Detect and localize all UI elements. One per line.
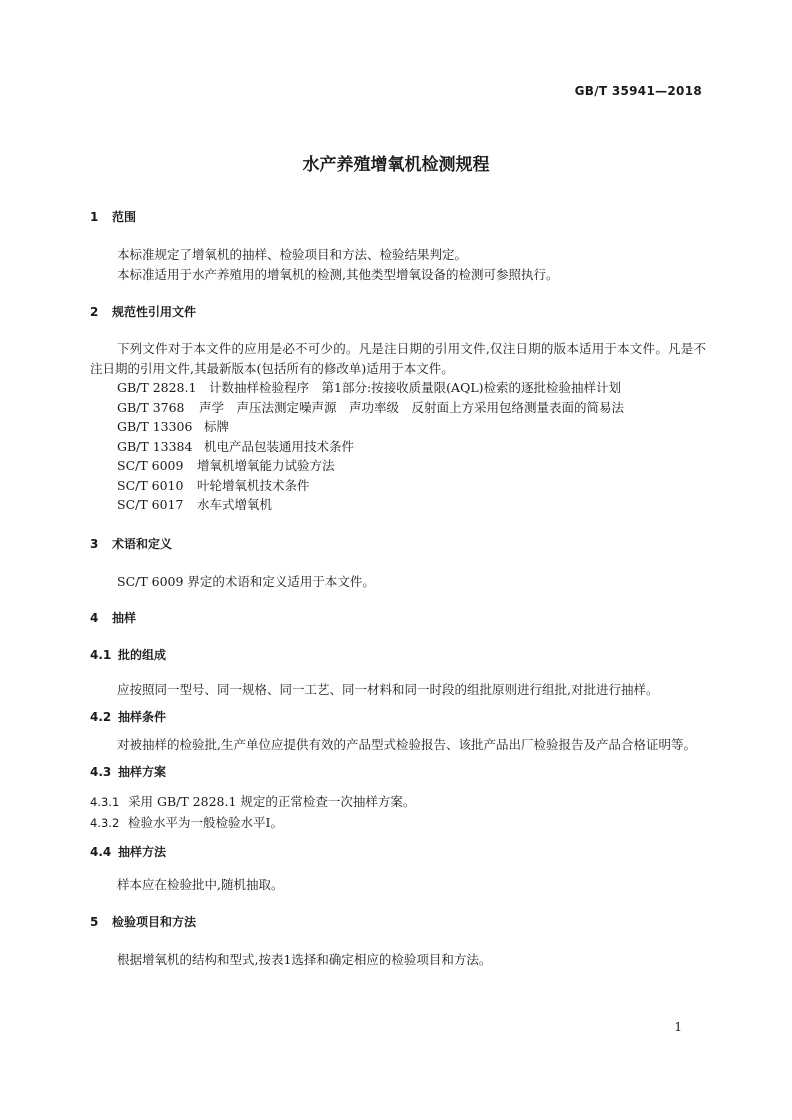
reference-title: 声学 声压法测定噪声源 声功率级 反射面上方采用包络测量表面的简易法: [199, 399, 625, 415]
subsection-number: 4.4: [90, 845, 112, 859]
section-5-heading: [90, 912, 706, 932]
clause-4-3-1: [90, 792, 706, 813]
paragraph: 样本应在检验批中,随机抽取。: [117, 877, 284, 892]
section-number: 1: [90, 210, 99, 224]
section-number: 5: [90, 914, 99, 929]
section-number: 4: [90, 611, 99, 625]
subsection-number: 4.2: [90, 709, 112, 724]
clause-4-3-2: [90, 813, 706, 834]
reference-item: [90, 378, 706, 398]
standard-code: GB/T 35941—2018: [574, 84, 702, 98]
reference-code: SC/T 6010: [117, 477, 184, 493]
section-title: 规范性引用文件: [112, 305, 197, 319]
reference-title: 增氧机增氧能力试验方法: [197, 458, 335, 473]
reference-title: 标牌: [204, 419, 230, 434]
clause-number: 4.3.2: [90, 815, 120, 830]
subsection-title: 抽样方法: [118, 845, 167, 859]
document-body: [90, 207, 706, 969]
paragraph: 对被抽样的检验批,生产单位应提供有效的产品型式检验报告、该批产品出厂检验报告及产品合格证明等。: [117, 736, 696, 752]
reference-title: 机电产品包装通用技术条件: [204, 438, 355, 454]
subsection-4-1-heading: [90, 645, 706, 665]
reference-code: GB/T 2828.1: [117, 380, 197, 395]
reference-item: [90, 495, 706, 515]
reference-item: [90, 437, 706, 457]
clause-text: 检验水平为一般检验水平Ⅰ。: [128, 814, 283, 830]
reference-title: 水车式增氧机: [197, 497, 273, 512]
document-title: 水产养殖增氧机检测规程: [302, 155, 490, 175]
reference-code: GB/T 13384: [117, 438, 193, 454]
reference-title: 计数抽样检验程序 第1部分:按接收质量限(AQL)检索的逐批检验抽样计划: [209, 380, 621, 395]
reference-code: GB/T 3768: [117, 399, 185, 415]
reference-item: [90, 417, 706, 437]
reference-item: [90, 476, 706, 496]
paragraph: 根据增氧机的结构和型式,按表1选择和确定相应的检验项目和方法。: [117, 951, 492, 967]
section-title: 范围: [112, 210, 137, 224]
paragraph: SC/T 6009 界定的术语和定义适用于本文件。: [117, 573, 375, 589]
section-3-heading: [90, 534, 706, 554]
subsection-4-2-heading: [90, 707, 706, 727]
subsection-title: 抽样方案: [118, 765, 167, 779]
reference-item: [90, 456, 706, 476]
paragraph: 本标准适用于水产养殖用的增氧机的检测,其他类型增氧设备的检测可参照执行。: [117, 266, 559, 282]
section-title: 术语和定义: [112, 536, 173, 551]
paragraph: 下列文件对于本文件的应用是必不可少的。凡是注日期的引用文件,仅注日期的版本适用于本文件。凡是不注日期的引用文件,其最新版本(包括所有的修改单)适用于本文件。: [90, 341, 706, 376]
section-2-heading: [90, 302, 706, 322]
section-title: 检验项目和方法: [112, 914, 197, 929]
reference-code: GB/T 13306: [117, 419, 193, 434]
clause-number: 4.3.1: [90, 795, 120, 809]
reference-code: SC/T 6017: [117, 497, 184, 512]
paragraph: 应按照同一型号、同一规格、同一工艺、同一材料和同一时段的组批原则进行组批,对批进行抽样。: [117, 682, 659, 697]
section-1-heading: [90, 207, 706, 227]
reference-item: [90, 398, 706, 418]
section-4-heading: [90, 608, 706, 628]
subsection-4-3-heading: [90, 762, 706, 782]
page-number: 1: [674, 1020, 682, 1034]
subsection-title: 批的组成: [118, 648, 167, 662]
subsection-title: 抽样条件: [118, 709, 167, 724]
section-title: 抽样: [112, 611, 137, 625]
reference-title: 叶轮增氧机技术条件: [197, 477, 310, 493]
section-number: 3: [90, 536, 99, 551]
clause-text: 采用 GB/T 2828.1 规定的正常检查一次抽样方案。: [128, 794, 416, 809]
subsection-4-4-heading: [90, 842, 706, 862]
paragraph: 本标准规定了增氧机的抽样、检验项目和方法、检验结果判定。: [117, 247, 468, 262]
subsection-number: 4.3: [90, 765, 112, 779]
subsection-number: 4.1: [90, 648, 112, 662]
section-number: 2: [90, 305, 99, 319]
reference-code: SC/T 6009: [117, 458, 184, 473]
